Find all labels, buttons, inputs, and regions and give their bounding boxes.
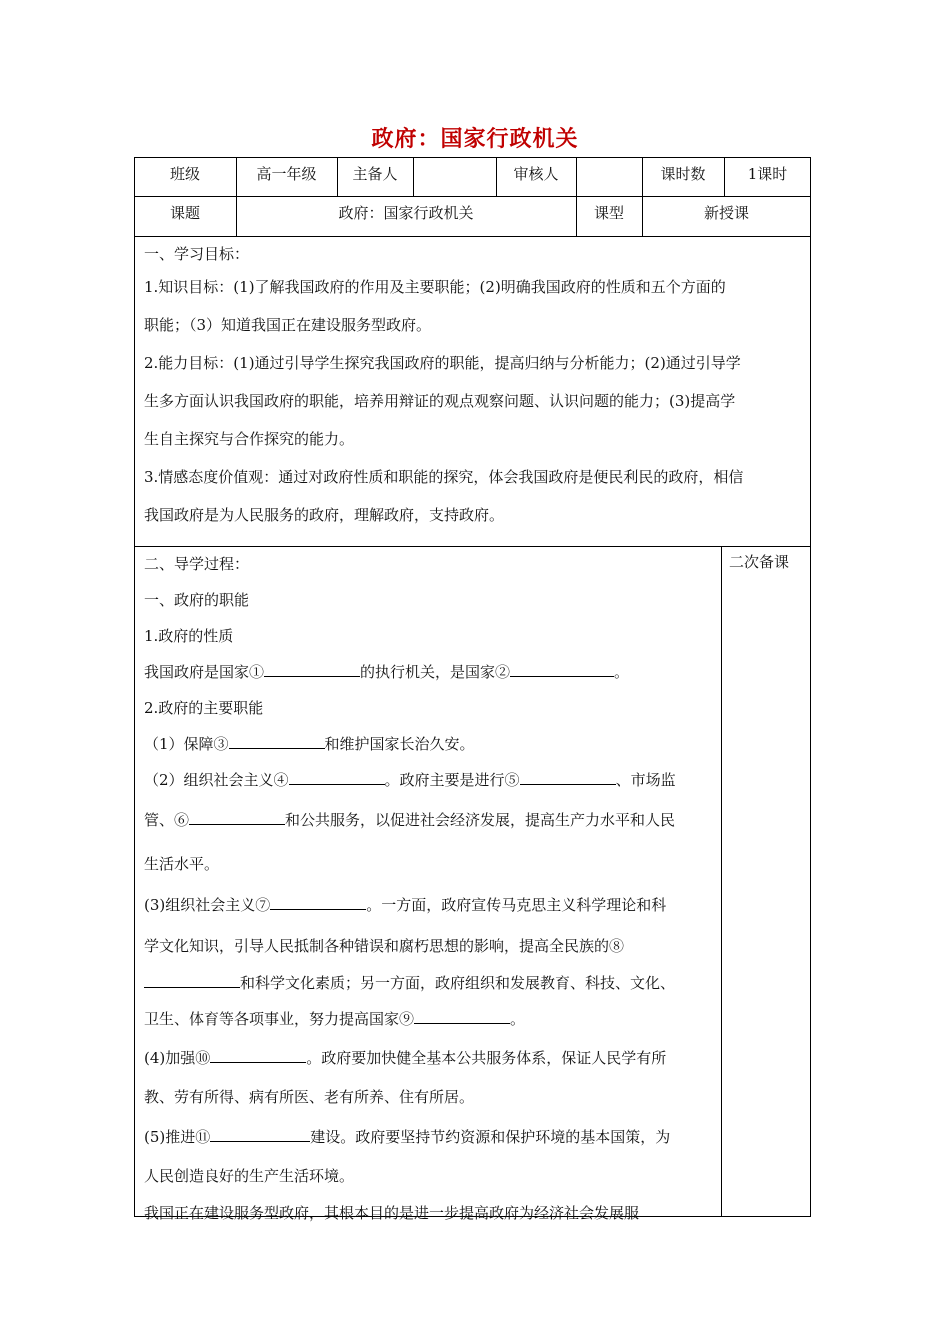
fill-in-line xyxy=(144,886,718,924)
line-text: 。 xyxy=(614,663,630,681)
objective-line: 生自主探究与合作探究的能力。 xyxy=(144,430,355,448)
line-text: 我国政府是国家① xyxy=(144,663,265,681)
line-text: 。政府主要是进行⑤ xyxy=(384,771,520,789)
column-divider xyxy=(413,157,414,196)
type-label: 课型 xyxy=(593,204,624,222)
row-divider xyxy=(134,236,811,237)
fill-in-line xyxy=(144,726,718,762)
column-divider xyxy=(721,546,722,1217)
fill-in-line xyxy=(144,968,718,998)
line-text: (3)组织社会主义⑦ xyxy=(144,896,271,914)
process-heading: 二、导学过程： xyxy=(144,555,250,573)
answer-blank-11[interactable] xyxy=(210,1123,310,1142)
class-value: 高一年级 xyxy=(256,165,317,183)
line-text: （2）组织社会主义④ xyxy=(144,771,289,789)
page-title: 政府：国家行政机关 xyxy=(371,127,579,152)
topic-value: 政府：国家行政机关 xyxy=(338,204,474,222)
objective-line: 2.能力目标：(1)通过引导学生探究我国政府的职能，提高归纳与分析能力；(2)通过引导学 xyxy=(144,354,741,372)
text-line: 生活水平。 xyxy=(144,855,220,873)
hours-label: 课时数 xyxy=(660,165,706,183)
line-text: 管、⑥ xyxy=(144,811,190,829)
class-label: 班级 xyxy=(169,165,200,183)
fill-in-line xyxy=(144,654,718,690)
fill-in-line xyxy=(144,762,718,798)
fill-in-line xyxy=(144,798,718,842)
objective-line: 3.情感态度价值观：通过对政府性质和职能的探究，体会我国政府是便民利民的政府，相信 xyxy=(144,468,744,486)
answer-blank-1[interactable] xyxy=(264,658,360,677)
answer-blank-7[interactable] xyxy=(270,891,366,910)
answer-blank-5[interactable] xyxy=(520,766,616,785)
preparer-label: 主备人 xyxy=(352,165,398,183)
line-text: 和公共服务，以促进社会经济发展，提高生产力水平和人民 xyxy=(285,811,676,829)
guided-learning-process xyxy=(144,546,718,1230)
type-value: 新授课 xyxy=(703,204,749,222)
reviewer-label: 审核人 xyxy=(513,165,559,183)
line-text: 、市场监 xyxy=(615,771,676,789)
answer-blank-9[interactable] xyxy=(414,1005,510,1024)
section-title: 一、政府的职能 xyxy=(144,591,250,609)
fill-in-line xyxy=(144,1040,718,1076)
answer-blank-2[interactable] xyxy=(510,658,614,677)
answer-blank-3[interactable] xyxy=(229,730,325,749)
answer-blank-8[interactable] xyxy=(144,969,240,988)
line-text: （1）保障③ xyxy=(144,735,229,753)
item-title: 2.政府的主要职能 xyxy=(144,699,264,717)
text-line: 教、劳有所得、病有所医、老有所养、住有所居。 xyxy=(144,1088,475,1106)
line-text: 。政府要加快健全基本公共服务体系，保证人民学有所 xyxy=(306,1049,667,1067)
answer-blank-4[interactable] xyxy=(289,766,385,785)
objectives-heading: 一、学习目标： xyxy=(144,245,250,263)
line-text: 。一方面，政府宣传马克思主义科学理论和科 xyxy=(366,896,667,914)
text-line: 人民创造良好的生产生活环境。 xyxy=(144,1167,355,1185)
objective-line: 我国政府是为人民服务的政府，理解政府，支持政府。 xyxy=(144,506,505,524)
hours-value: 1课时 xyxy=(747,165,788,183)
fill-in-line xyxy=(144,1118,718,1156)
line-text: 卫生、体育等各项事业，努力提高国家⑨ xyxy=(144,1010,415,1028)
objective-line: 1.知识目标：(1)了解我国政府的作用及主要职能；(2)明确我国政府的性质和五个方面的 xyxy=(144,278,726,296)
fill-in-line xyxy=(144,998,718,1040)
objective-line: 生多方面认识我国政府的职能，培养用辩证的观点观察问题、认识问题的能力；(3)提高学 xyxy=(144,392,736,410)
line-text: 和科学文化素质；另一方面，政府组织和发展教育、科技、文化、 xyxy=(240,974,676,992)
line-text: 的执行机关，是国家② xyxy=(360,663,511,681)
column-divider xyxy=(576,157,577,236)
objective-line: 职能；（3）知道我国正在建设服务型政府。 xyxy=(144,316,432,334)
item-title: 1.政府的性质 xyxy=(144,627,234,645)
learning-objectives xyxy=(144,240,808,534)
text-line: 学文化知识，引导人民抵制各种错误和腐朽思想的影响，提高全民族的⑧ xyxy=(144,937,625,955)
answer-blank-6[interactable] xyxy=(189,806,285,825)
line-text: 建设。政府要坚持节约资源和保护环境的基本国策，为 xyxy=(310,1128,671,1146)
secondary-prep-note: 二次备课 xyxy=(729,553,790,571)
line-text: 。 xyxy=(510,1010,526,1028)
answer-blank-10[interactable] xyxy=(210,1044,306,1063)
line-text: (4)加强⑩ xyxy=(144,1049,211,1067)
line-text: (5)推进⑪ xyxy=(144,1128,211,1146)
line-text: 和维护国家长治久安。 xyxy=(324,735,475,753)
topic-label: 课题 xyxy=(169,204,200,222)
text-line: 我国正在建设服务型政府，其根本目的是进一步提高政府为经济社会发展服 xyxy=(144,1204,640,1222)
